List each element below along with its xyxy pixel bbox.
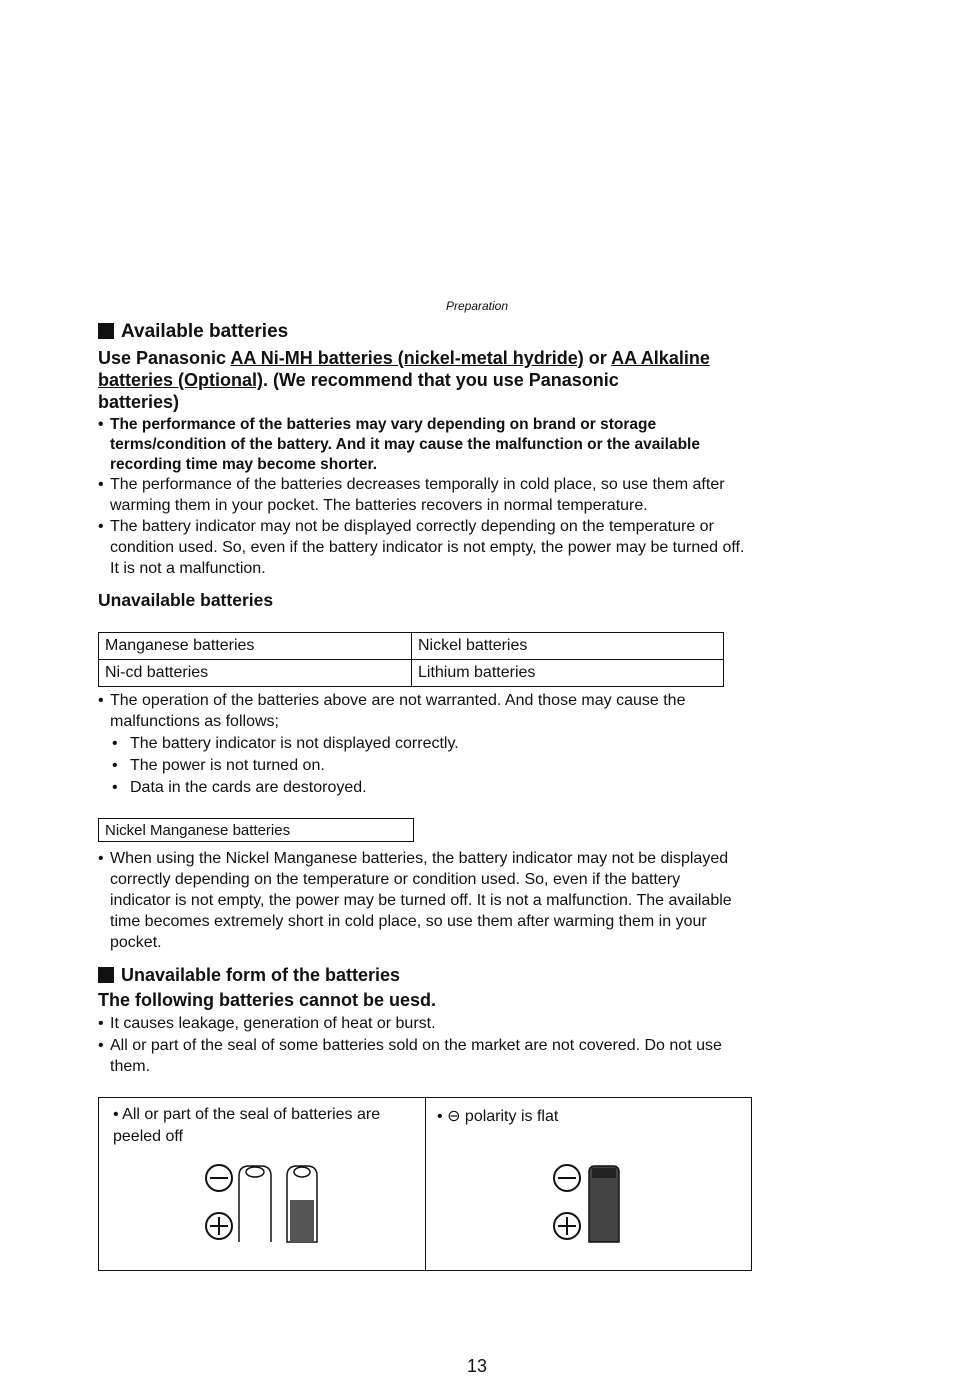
bullet-text: When using the Nickel Manganese batteries, the battery indicator may not be displayed correctly depending on the temperature or condition used. So, even if the battery indicator is not empty, the power may be turned off. It is not a malfunction. The available time becomes extremely short in cold place, so use them after warming them in your pocket.: [110, 850, 732, 951]
table-row: [99, 633, 724, 660]
lead-line-2: [98, 369, 758, 391]
bullet-dot: •: [98, 850, 104, 867]
page-number: 13: [466, 1356, 488, 1376]
table-row: [99, 819, 414, 842]
bullet-dot: •: [112, 779, 118, 796]
bullet-text: The power is not turned on.: [130, 757, 325, 774]
unavailable-title: Unavailable batteries: [98, 590, 274, 610]
bullet-text: The performance of the batteries decreases temporally in cold place, so use them after warming them in your pocket. The batteries recovers in normal temperature.: [110, 476, 725, 514]
section-square-icon: [98, 323, 114, 339]
figure-left-caption: [113, 1104, 413, 1148]
bullet-dot: •: [98, 1015, 104, 1032]
figure-right-caption: [437, 1106, 737, 1128]
figure-right-text: polarity is flat: [464, 1108, 559, 1125]
lead-optional-underlined: batteries (Optional): [98, 370, 264, 390]
list-item: [98, 1013, 748, 1034]
unavailable-form-subtitle: The following batteries cannot be uesd.: [98, 990, 437, 1010]
bullet-dot: •: [113, 1106, 119, 1123]
list-item: [98, 1035, 748, 1077]
peeled-battery-illustration: [199, 1162, 329, 1246]
table-cell: Nickel Manganese batteries: [99, 819, 414, 842]
minus-polarity-icon: ⊖: [447, 1108, 461, 1125]
bullet-text: Data in the cards are destoroyed.: [130, 779, 367, 796]
lead-text: . (We recommend that you use Panasonic: [263, 370, 619, 390]
lead-text: Use Panasonic: [98, 348, 231, 368]
sub-list-item: [110, 733, 740, 754]
bullet-text: The battery indicator is not displayed correctly.: [130, 735, 459, 752]
available-lead: [98, 347, 758, 413]
minus-terminal-icon: [554, 1165, 580, 1191]
lead-text: or: [583, 348, 612, 368]
bullet-text: All or part of the seal of some batteries sold on the market are not covered. Do not use them.: [110, 1037, 722, 1075]
bullet-dot: •: [98, 476, 104, 493]
unavailable-form-title-text: Unavailable form of the batteries: [121, 965, 401, 985]
list-item: [98, 848, 733, 953]
bullet-dot: •: [98, 692, 104, 709]
table-cell: Nickel batteries: [412, 633, 724, 660]
bullet-dot: •: [112, 757, 118, 774]
list-item: [98, 415, 738, 475]
bullet-dot: •: [112, 735, 118, 752]
bullet-dot: •: [98, 518, 104, 535]
unavailable-table: [98, 632, 724, 687]
battery-figure-box: [98, 1097, 752, 1271]
bullet-dot: •: [98, 1037, 104, 1054]
bullet-text: It causes leakage, generation of heat or burst.: [110, 1015, 436, 1032]
section-title-available: [98, 321, 288, 343]
table-row: [99, 660, 724, 687]
lead-line-1: [98, 347, 758, 369]
section-square-icon: [98, 967, 114, 983]
table-cell: Ni-cd batteries: [99, 660, 412, 687]
bullet-text: The performance of the batteries may vary depending on brand or storage terms/condition of the battery. And it may cause the malfunction or the available recording time may become shorter.: [110, 416, 700, 473]
available-title-text: Available batteries: [121, 321, 289, 342]
figure-divider: [425, 1098, 426, 1270]
flat-polarity-illustration: [547, 1162, 627, 1246]
nickel-manganese-box: [98, 818, 414, 842]
plus-terminal-icon: [554, 1213, 580, 1239]
sub-list-item: [110, 777, 740, 798]
plus-terminal-icon: [206, 1213, 232, 1239]
running-header: Preparation: [445, 299, 509, 313]
table-cell: Manganese batteries: [99, 633, 412, 660]
list-item: [98, 690, 748, 732]
bullet-text: The operation of the batteries above are not warranted. And those may cause the malfunctions as follows;: [110, 692, 686, 730]
battery-flat-icon: [589, 1166, 619, 1242]
table-cell: Lithium batteries: [412, 660, 724, 687]
section-title-unavailable-form: [98, 965, 400, 986]
lead-alkaline-underlined: AA Alkaline: [611, 348, 710, 368]
sub-list-item: [110, 755, 740, 776]
bullet-dot: •: [98, 416, 104, 433]
bullet-dot: •: [437, 1108, 443, 1125]
battery-peeled-dark-icon: [287, 1166, 317, 1242]
bullet-text: The battery indicator may not be displayed correctly depending on the temperature or condition used. So, even if the battery indicator is not empty, the power may be turned off. It is not a malfunction.: [110, 518, 745, 577]
list-item: [98, 516, 748, 579]
minus-terminal-icon: [206, 1165, 232, 1191]
lead-line-3: batteries): [98, 392, 180, 412]
list-item: [98, 474, 748, 516]
lead-nimh-underlined: AA Ni-MH batteries (nickel-metal hydride): [230, 348, 584, 368]
figure-left-text: All or part of the seal of batteries are peeled off: [113, 1106, 381, 1145]
battery-peeled-outline-icon: [239, 1166, 271, 1242]
